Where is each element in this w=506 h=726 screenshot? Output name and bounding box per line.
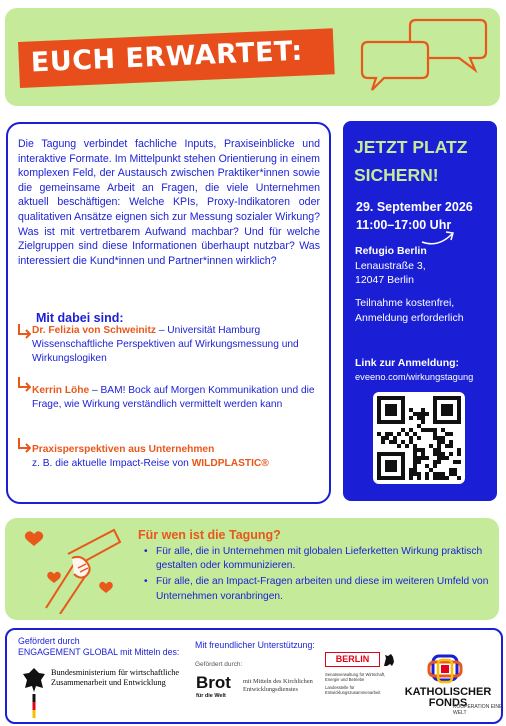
event-time-text: 11:00–17:00 Uhr (356, 218, 452, 232)
berlin-bear-icon (382, 652, 396, 668)
funded-line-2: ENGAGEMENT GLOBAL mit Mitteln des: (18, 647, 180, 657)
arrow-icon (17, 323, 31, 344)
brot-logo: Brot (196, 673, 231, 692)
speakers-heading: Mit dabei sind: (36, 311, 124, 325)
arrow-icon (17, 437, 31, 458)
speaker-3-name: Praxisperspektiven aus Unternehmen (32, 444, 215, 455)
berlin-logo: BERLIN (325, 652, 380, 667)
german-eagle-icon (21, 664, 47, 720)
intro-text: Die Tagung verbindet fachliche Inputs, Praxiseinblicke und interaktive Formate. Im Mittelpunkt stehen Orientierung in einem komplexen Feld, der Austausch zwischen Praktiker*innen sowie die gemeinsame Arbeit an Fragen, die viele Unternehmen aktuell beschäftigen: Welche KPIs, Proxy-Indikatoren oder qualitativen Ansätze eignen sich zur Messung sozialer Wirkung? Was ist mit vertretbarem Aufwand machbar? Und für welche Zielgruppen sind diese Informationen überhaupt nutzbar? Was interessiert die Kund*innen und Partner*innen wirklich? (18, 138, 320, 267)
venue-city: 12047 Berlin (355, 274, 414, 287)
speaker-3-text: z. B. die aktuelle Impact-Reise von (32, 458, 192, 470)
speaker-1-name: Dr. Felizia von Schweinitz (32, 325, 156, 336)
speaker-3-brand: WILDPLASTIC® (191, 458, 269, 470)
fee-note (355, 296, 495, 325)
venue-street: Lenaustraße 3, (355, 259, 426, 272)
cta-title: JETZT PLATZ SICHERN! (354, 137, 468, 185)
speaker-1 (32, 324, 324, 367)
funded-line-1: Gefördert durch (18, 636, 80, 646)
kf-line-1: KATHOLISCHER (404, 686, 492, 698)
berlin-sub-1: Senatsverwaltung für Wirtschaft, Energie und Betriebe (325, 672, 386, 682)
qr-code-icon[interactable] (373, 392, 465, 484)
target-list (144, 545, 492, 606)
target-heading: Für wen ist die Tagung? (138, 528, 281, 542)
fee-line-1: Teilnahme kostenfrei, (355, 297, 455, 309)
kf-line-2: FONDS (428, 697, 468, 709)
speaker-2 (32, 384, 324, 412)
speaker-1-text: – Universität Hamburg Wissenschaftliche Perspektiven auf Wirkungsmessung und Wirkungslogiken (32, 325, 299, 365)
brot-logo-text: mit Mitteln des Kirchlichen Entwicklungsdienstes (243, 678, 313, 693)
list-item: • Für alle, die in Unternehmen mit globalen Lieferketten Wirkung praktisch gestalten oder kommunizieren. (144, 545, 492, 573)
speaker-3 (32, 443, 324, 471)
fee-line-2: Anmeldung erforderlich (355, 311, 464, 324)
katholischer-fonds-logo-icon (425, 654, 465, 688)
speech-bubbles-icon (358, 14, 498, 94)
handshake-hearts-icon (16, 524, 126, 614)
bmz-logo-text: Bundesministerium für wirtschaftliche Zusammenarbeit und Entwicklung (51, 668, 180, 687)
list-item: • Für alle, die an Impact-Fragen arbeiten und diese im weiteren Umfeld von Unternehmen voranbringen. (144, 575, 492, 603)
speaker-2-name: Kerrin Löhe (32, 385, 90, 396)
support-label: Mit freundlicher Unterstützung: (195, 640, 315, 650)
berlin-sub-2: Landesstelle für Entwicklungszusammenarbeit (325, 685, 381, 695)
brot-logo-sub: für die Welt (196, 693, 226, 699)
registration-link[interactable]: eveeno.com/wirkungstagung (355, 372, 474, 382)
venue-name: Refugio Berlin (355, 245, 427, 257)
registration-label: Link zur Anmeldung: (355, 357, 460, 369)
speaker-2-text: – BAM! Bock auf Morgen Kommunikation und die Frage, wie Wirkung verständlich vermittelt werden kann (32, 385, 315, 411)
venue (355, 244, 495, 288)
header-banner-text: EUCH ERWARTET: (30, 35, 304, 79)
berlin-logo-sub (325, 672, 389, 695)
arrow-icon (17, 376, 31, 397)
event-date-text: 29. September 2026 (356, 200, 473, 214)
kf-sub: KOOPERATION EINE WELT (453, 704, 503, 716)
supported-by-label: Gefördert durch: (195, 661, 243, 668)
funded-by (18, 636, 198, 658)
